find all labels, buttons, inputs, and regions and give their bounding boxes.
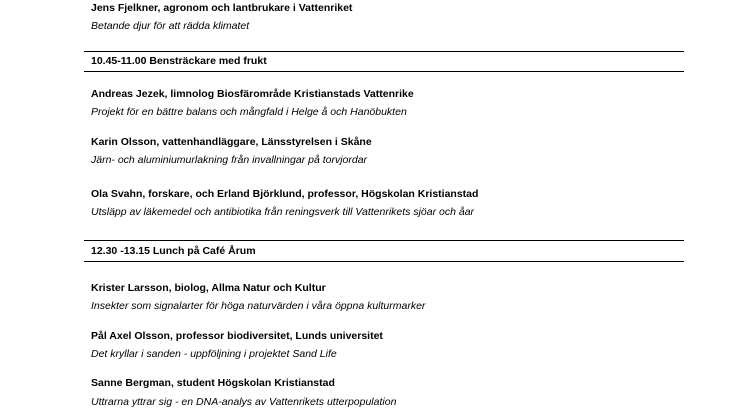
talk-title: Betande djur för att rädda klimatet	[91, 20, 250, 32]
speaker-line: Jens Fjelkner, agronom och lantbrukare i Vattenriket	[91, 2, 353, 14]
speaker-line: Ola Svahn, forskare, och Erland Björklund, professor, Högskolan Kristianstad	[91, 188, 479, 200]
speaker-line: Krister Larsson, biolog, Allma Natur och Kultur	[91, 282, 326, 294]
talk-title: Projekt för en bättre balans och mångfald i Helge å och Hanöbukten	[91, 106, 407, 118]
speaker-line: Pål Axel Olsson, professor biodiversitet, Lunds universitet	[91, 330, 383, 342]
break-label: 10.45-11.00 Bensträckare med frukt	[91, 55, 267, 67]
speaker-line: Karin Olsson, vattenhandläggare, Länsstyrelsen i Skåne	[91, 136, 372, 148]
section-divider	[84, 71, 684, 72]
break-label: 12.30 -13.15 Lunch på Café Årum	[91, 245, 256, 257]
section-divider	[84, 261, 684, 262]
section-divider	[84, 51, 684, 52]
talk-title: Det kryllar i sanden - uppföljning i projektet Sand Life	[91, 348, 337, 360]
section-divider	[84, 240, 684, 241]
talk-title: Uttrarna yttrar sig - en DNA-analys av Vattenrikets utterpopulation	[91, 396, 397, 408]
speaker-line: Sanne Bergman, student Högskolan Kristianstad	[91, 377, 335, 389]
speaker-line: Andreas Jezek, limnolog Biosfärområde Kristianstads Vattenrike	[91, 88, 414, 100]
talk-title: Insekter som signalarter för höga naturvärden i våra öppna kulturmarker	[91, 300, 426, 312]
talk-title: Järn- och aluminiumurlakning från invallningar på torvjordar	[91, 154, 368, 166]
talk-title: Utsläpp av läkemedel och antibiotika från reningsverk till Vattenrikets sjöar och åar	[91, 206, 475, 218]
